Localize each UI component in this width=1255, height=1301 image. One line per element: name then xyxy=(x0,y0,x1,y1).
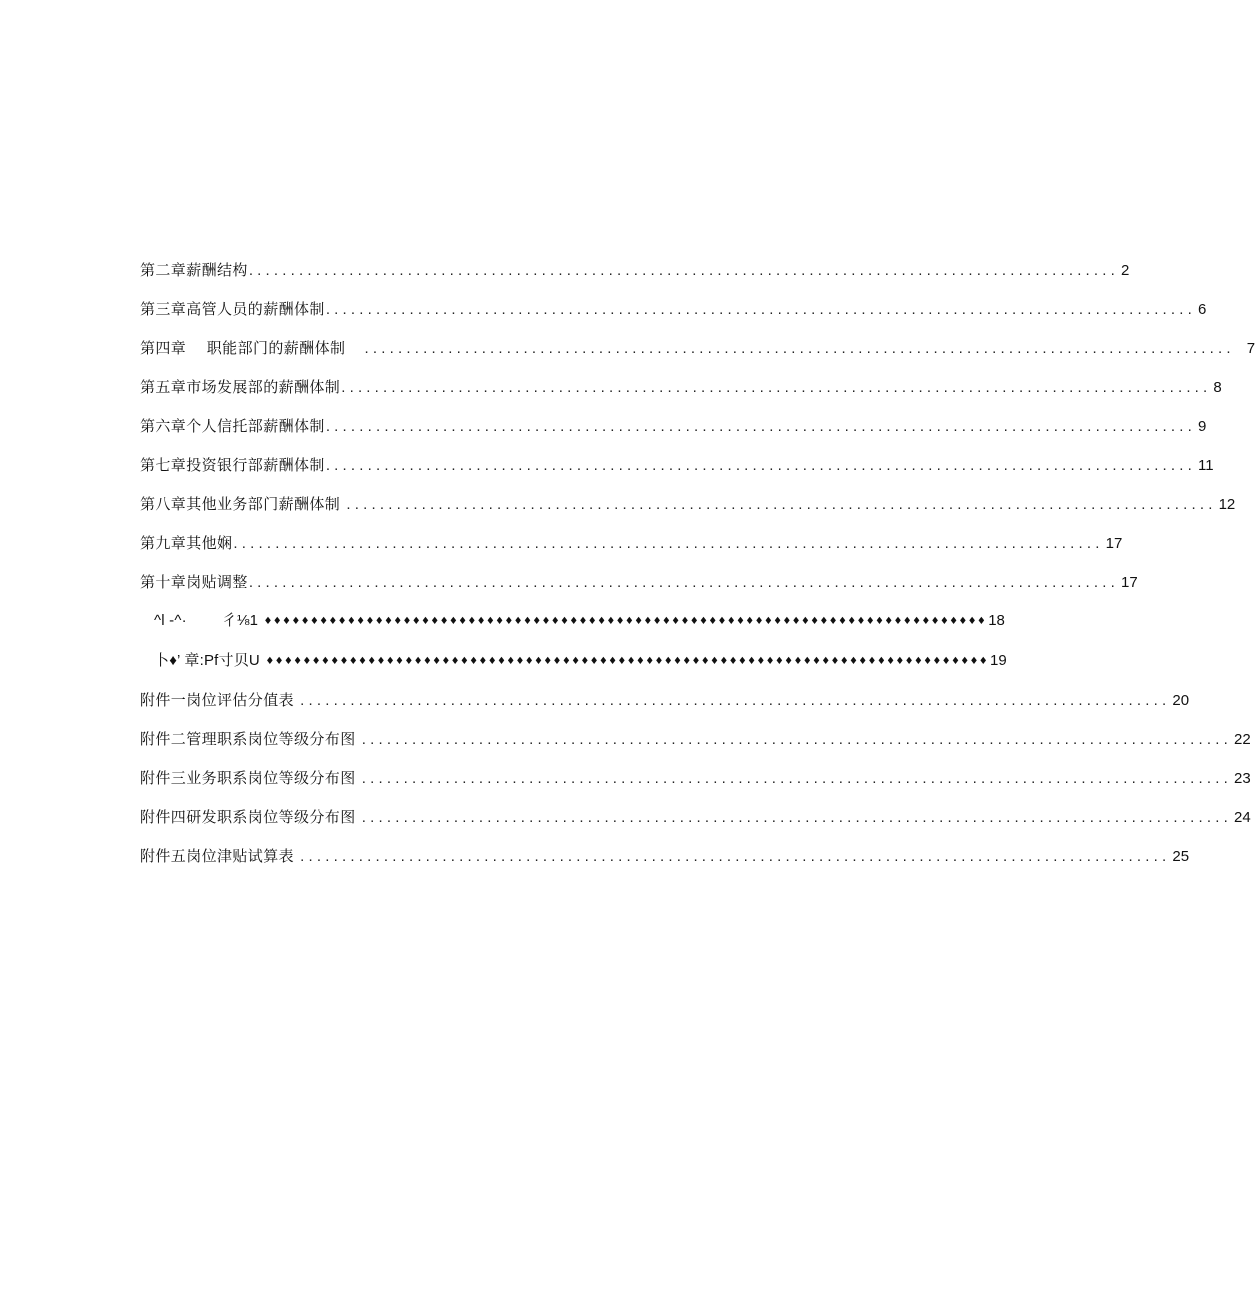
toc-page-number: 25 xyxy=(1172,848,1190,865)
toc-page-number: 20 xyxy=(1172,692,1190,709)
toc-entry-title: 附件一岗位评估分值表 xyxy=(140,691,300,709)
toc-dot-leader: ........................................................................................................ xyxy=(361,809,1232,826)
toc-entry-title: 第七章投资银行部薪酬体制 xyxy=(140,456,325,474)
toc-entry-title: 第十章岗贴调整 xyxy=(140,573,248,591)
toc-entry-title: 附件三业务职系岗位等级分布图 xyxy=(140,769,361,787)
toc-entry-title: 第六章个人信托部薪酬体制 xyxy=(140,417,325,435)
toc-page-number: 24 xyxy=(1234,809,1251,826)
toc-entry-appendix-1[interactable] xyxy=(140,690,1190,711)
toc-entry-title: 第四章 职能部门的薪酬体制 xyxy=(140,339,351,357)
toc-page-number: 23 xyxy=(1234,770,1251,787)
toc-page-number: 9 xyxy=(1198,418,1207,435)
toc-dot-leader: ........................................................................................................ xyxy=(361,731,1232,748)
toc-entry-appendix-3[interactable] xyxy=(140,768,1251,789)
toc-dot-leader: ........................................................................................................ xyxy=(325,457,1197,474)
toc-entry-appendix-5[interactable] xyxy=(140,846,1190,867)
toc-page-number: 19 xyxy=(990,652,1007,669)
toc-entry-title: 第五章市场发展部的薪酬体制 xyxy=(140,378,341,396)
toc-entry-appendix-4[interactable] xyxy=(140,807,1251,828)
toc-entry-chapter-5[interactable] xyxy=(140,377,1222,398)
toc-entry-chapter-8[interactable] xyxy=(140,494,1236,515)
toc-page-number: 12 xyxy=(1218,496,1236,513)
toc-entry-chapter-9[interactable] xyxy=(140,533,1123,554)
toc-entry-title: 附件五岗位津贴试算表 xyxy=(140,847,300,865)
toc-page-number: 11 xyxy=(1198,457,1214,474)
toc-dot-leader: ........................................................................................................ xyxy=(341,379,1212,396)
toc-dot-leader: ........................................................................................................ xyxy=(300,692,1171,709)
toc-dot-leader: ........................................................................................................ xyxy=(300,848,1171,865)
toc-entry-chapter-12[interactable] xyxy=(154,651,1007,673)
toc-entry-title: 卜♦’ 章:Pf寸贝U xyxy=(154,652,265,669)
toc-page-number: 17 xyxy=(1121,574,1138,591)
toc-entry-chapter-6[interactable] xyxy=(140,416,1207,437)
toc-dot-leader: ........................................................................................................ xyxy=(248,262,1120,279)
toc-dot-leader: ........................................................................................................ xyxy=(325,301,1197,318)
toc-entry-chapter-7[interactable] xyxy=(140,455,1214,476)
toc-dot-leader: ........................................................................................................ xyxy=(248,574,1120,591)
toc-dot-leader: ........................................................................................................ xyxy=(364,340,1235,357)
toc-entry-title: ^l -^· 彳⅛1 xyxy=(154,612,263,629)
toc-diamond-leader: ♦♦♦♦♦♦♦♦♦♦♦♦♦♦♦♦♦♦♦♦♦♦♦♦♦♦♦♦♦♦♦♦♦♦♦♦♦♦♦♦♦♦♦♦♦♦♦♦♦♦♦♦♦♦♦♦♦♦♦♦♦♦♦♦♦♦♦♦♦♦♦♦♦♦♦♦♦♦ xyxy=(265,656,989,667)
toc-dot-leader: ........................................................................................................ xyxy=(361,770,1232,787)
toc-page-number: 22 xyxy=(1234,731,1251,748)
toc-entry-chapter-2[interactable] xyxy=(140,260,1130,281)
toc-page-number: 2 xyxy=(1121,262,1130,279)
toc-page-number: 8 xyxy=(1213,379,1222,396)
toc-entry-title: 第二章薪酬结构 xyxy=(140,261,248,279)
toc-diamond-leader: ♦♦♦♦♦♦♦♦♦♦♦♦♦♦♦♦♦♦♦♦♦♦♦♦♦♦♦♦♦♦♦♦♦♦♦♦♦♦♦♦♦♦♦♦♦♦♦♦♦♦♦♦♦♦♦♦♦♦♦♦♦♦♦♦♦♦♦♦♦♦♦♦♦♦♦♦♦♦ xyxy=(263,616,987,627)
toc-page-number: 7 xyxy=(1246,340,1255,357)
toc-dot-leader: ........................................................................................................ xyxy=(233,535,1104,552)
toc-page-number: 6 xyxy=(1198,301,1207,318)
toc-page-number: 18 xyxy=(988,612,1005,629)
toc-entry-title: 附件四研发职系岗位等级分布图 xyxy=(140,808,361,826)
toc-entry-appendix-2[interactable] xyxy=(140,729,1251,750)
toc-entry-chapter-11[interactable] xyxy=(154,611,1005,633)
toc-dot-leader: ........................................................................................................ xyxy=(325,418,1197,435)
toc-entry-title: 第九章其他娴 xyxy=(140,534,233,552)
toc-entry-chapter-10[interactable] xyxy=(140,572,1138,593)
toc-entry-title: 附件二管理职系岗位等级分布图 xyxy=(140,730,361,748)
toc-entry-title: 第八章其他业务部门薪酬体制 xyxy=(140,495,346,513)
toc-entry-chapter-3[interactable] xyxy=(140,299,1207,320)
toc-page-number: 17 xyxy=(1105,535,1123,552)
toc-entry-title: 第三章高管人员的薪酬体制 xyxy=(140,300,325,318)
toc-entry-chapter-4[interactable] xyxy=(140,338,1255,359)
toc-dot-leader: ........................................................................................................ xyxy=(346,496,1217,513)
